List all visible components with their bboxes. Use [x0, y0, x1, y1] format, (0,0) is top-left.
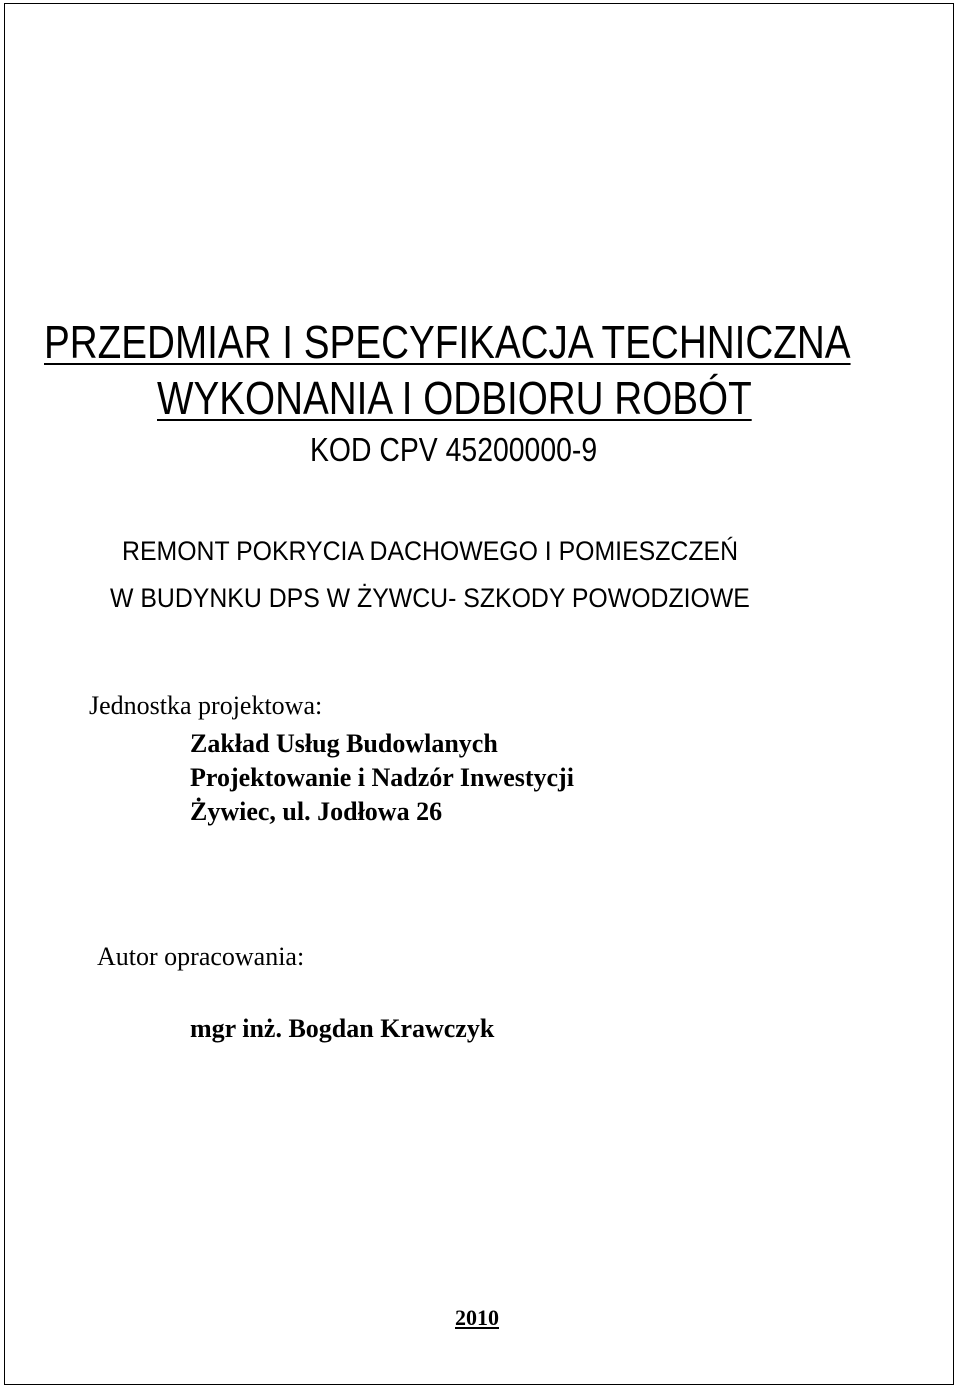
cpv-code: KOD CPV 45200000-9	[310, 431, 598, 468]
design-unit-address: Żywiec, ul. Jodłowa 26	[190, 797, 443, 826]
author-name: mgr inż. Bogdan Krawczyk	[190, 1014, 495, 1043]
title-line-2: WYKONANIA I ODBIORU ROBÓT	[157, 372, 752, 424]
title-line-1: PRZEDMIAR I SPECYFIKACJA TECHNICZNA	[44, 316, 851, 368]
design-unit-label: Jednostka projektowa:	[89, 691, 323, 720]
design-unit-name-line-2: Projektowanie i Nadzór Inwestycji	[190, 763, 574, 792]
subject-line-1: REMONT POKRYCIA DACHOWEGO I POMIESZCZEŃ	[122, 536, 739, 566]
design-unit-name-line-1: Zakład Usług Budowlanych	[190, 729, 498, 758]
year: 2010	[455, 1305, 499, 1330]
author-label: Autor opracowania:	[97, 942, 305, 971]
subject-line-2: W BUDYNKU DPS W ŻYWCU- SZKODY POWODZIOWE	[110, 583, 750, 613]
